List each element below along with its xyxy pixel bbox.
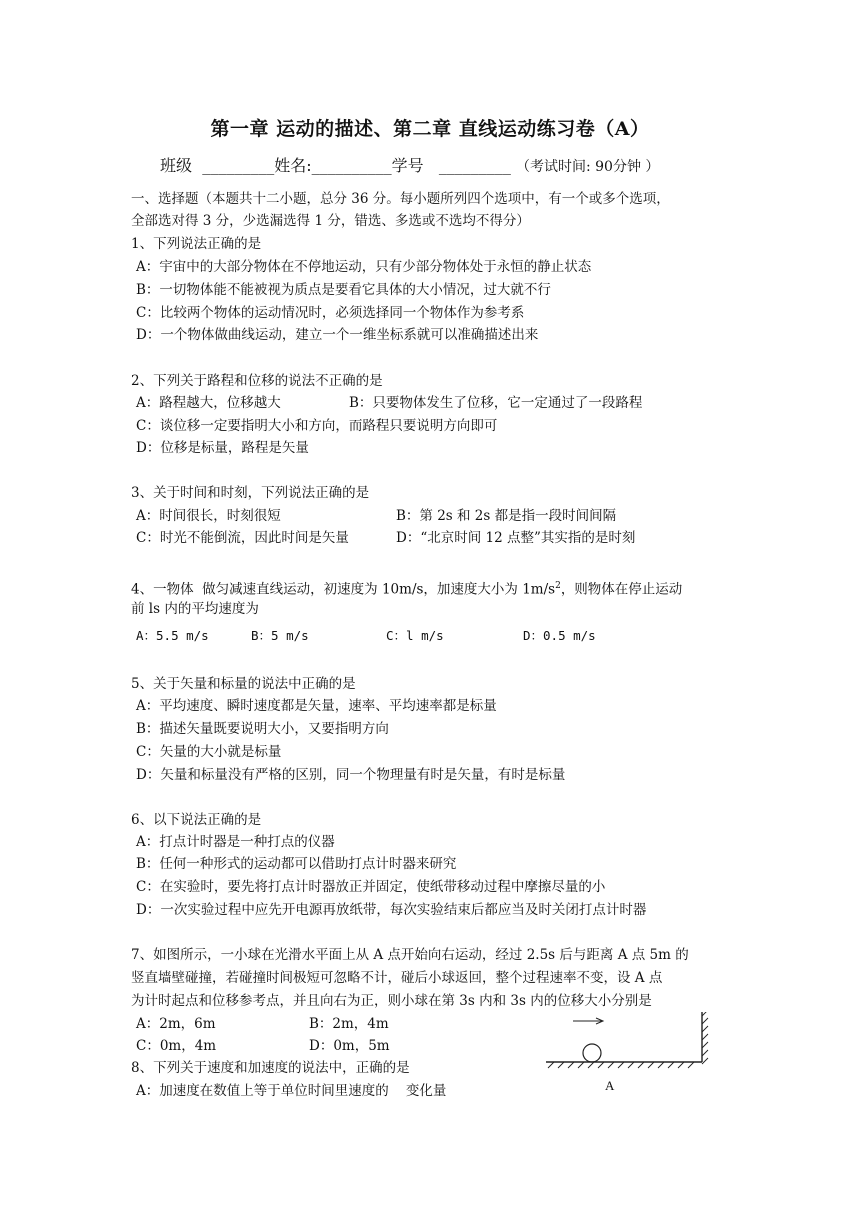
ball <box>583 1044 601 1062</box>
q4-option-b: B：5 m/s <box>251 628 309 643</box>
q7-option-c: C：0m，4m <box>136 1038 217 1054</box>
wall <box>702 1012 708 1064</box>
id-blank: _________ <box>438 156 511 175</box>
q4-option-c: C：l m/s <box>386 628 444 643</box>
q1-option-a: A：宇宙中的大部分物体在不停地运动，只有少部分物体处于永恒的静止状态 <box>136 259 592 275</box>
q7-stem-line2: 竖直墙壁碰撞，若碰撞时间极短可忽略不计，碰后小球返回，整个过程速率不变，设 A 点 <box>131 970 663 986</box>
name-label: 姓名: <box>274 156 312 175</box>
q3-option-a: A：时间很长，时刻很短 <box>136 508 281 524</box>
q6-option-a: A：打点计时器是一种打点的仪器 <box>136 834 335 850</box>
class-blank: _________ <box>202 156 275 175</box>
q3-stem: 3、关于时间和时刻，下列说法正确的是 <box>131 485 370 501</box>
q5-option-d: D：矢量和标量没有严格的区别，同一个物理量有时是矢量，有时是标量 <box>136 767 566 783</box>
q3-option-d: D：“北京时间 12 点整”其实指的是时刻 <box>396 530 636 546</box>
exam-time-note: （考试时间: 90分钟 ） <box>515 159 660 175</box>
q5-option-b: B：描述矢量既要说明大小，又要指明方向 <box>136 721 389 737</box>
motion-arrow <box>573 1018 603 1024</box>
q8-option-a: A：加速度在数值上等于单位时间里速度的 变化量 <box>136 1083 447 1099</box>
q1-stem: 1、下列说法正确的是 <box>131 236 262 252</box>
q3-option-c: C：时光不能倒流，因此时间是矢量 <box>136 530 349 546</box>
q4-stem <box>131 576 682 600</box>
section-instructions-line2: 全部选对得 3 分，少选漏选得 1 分，错选、多选或不选均不得分） <box>131 213 530 229</box>
q2-option-b: B：只要物体发生了位移，它一定通过了一段路程 <box>349 395 643 411</box>
name-blank: __________ <box>311 156 392 175</box>
q6-option-d: D：一次实验过程中应先开电源再放纸带，每次实验结束后都应当及时关闭打点计时器 <box>136 902 647 918</box>
q1-option-d: D：一个物体做曲线运动，建立一个一维坐标系就可以准确描述出来 <box>136 327 539 343</box>
q6-option-c: C：在实验时，要先将打点计时器放正并固定，使纸带移动过程中摩擦尽量的小 <box>136 879 606 895</box>
q3-option-b: B：第 2s 和 2s 都是指一段时间间隔 <box>396 508 617 524</box>
q7-figure <box>540 1012 720 1092</box>
q1-option-c: C：比较两个物体的运动情况时，必须选择同一个物体作为参考系 <box>136 305 525 321</box>
q1-option-b: B：一切物体能不能被视为质点是要看它具体的大小情况，过大就不行 <box>136 282 551 298</box>
q2-option-a: A：路程越大，位移越大 <box>136 395 281 411</box>
q4-stem-part1: 4、一物体 做匀减速直线运动，初速度为 10m/s，加速度大小为 1m/s <box>131 581 556 598</box>
q7-option-a: A：2m，6m <box>136 1016 216 1032</box>
class-label: 班级 <box>160 156 193 175</box>
q2-option-d: D：位移是标量，路程是矢量 <box>136 440 309 456</box>
q4-option-a: A：5.5 m/s <box>136 628 209 643</box>
q7-option-d: D：0m，5m <box>309 1038 390 1054</box>
q5-stem: 5、关于矢量和标量的说法中正确的是 <box>131 676 356 692</box>
q8-stem: 8、下列关于速度和加速度的说法中，正确的是 <box>131 1060 410 1076</box>
point-a-label: A <box>605 1078 615 1092</box>
floor <box>546 1062 702 1068</box>
q6-option-b: B：任何一种形式的运动都可以借助打点计时器来研究 <box>136 856 457 872</box>
q4-option-d: D：0.5 m/s <box>523 628 596 643</box>
section-instructions-line1: 一、选择题（本题共十二小题，总分 36 分。每小题所列四个选项中，有一个或多个选项， <box>131 191 670 207</box>
page-title: 第一章 运动的描述、第二章 直线运动练习卷（A） <box>210 118 650 140</box>
q7-stem-line1: 7、如图所示，一小球在光滑水平面上从 A 点开始向右运动，经过 2.5s 后与距离 A 点 5m 的 <box>131 947 689 963</box>
q7-stem-line3: 为计时起点和位移参考点，并且向右为正，则小球在第 3s 内和 3s 内的位移大小分别是 <box>131 993 652 1009</box>
q6-stem: 6、以下说法正确的是 <box>131 812 262 828</box>
student-info-line <box>160 153 659 176</box>
q7-option-b: B：2m，4m <box>309 1016 389 1032</box>
q5-option-a: A：平均速度、瞬时速度都是矢量，速率、平均速率都是标量 <box>136 698 497 714</box>
q4-stem-line2: 前 ls 内的平均速度为 <box>131 601 259 617</box>
q2-stem: 2、下列关于路程和位移的说法不正确的是 <box>131 373 383 389</box>
q4-stem-part2: ，则物体在停止运动 <box>560 581 683 598</box>
q2-option-c: C：谈位移一定要指明大小和方向，而路程只要说明方向即可 <box>136 418 498 434</box>
q5-option-c: C：矢量的大小就是标量 <box>136 744 282 760</box>
q4-stem-exponent: 2 <box>555 581 561 591</box>
id-label: 学号 <box>391 156 424 175</box>
